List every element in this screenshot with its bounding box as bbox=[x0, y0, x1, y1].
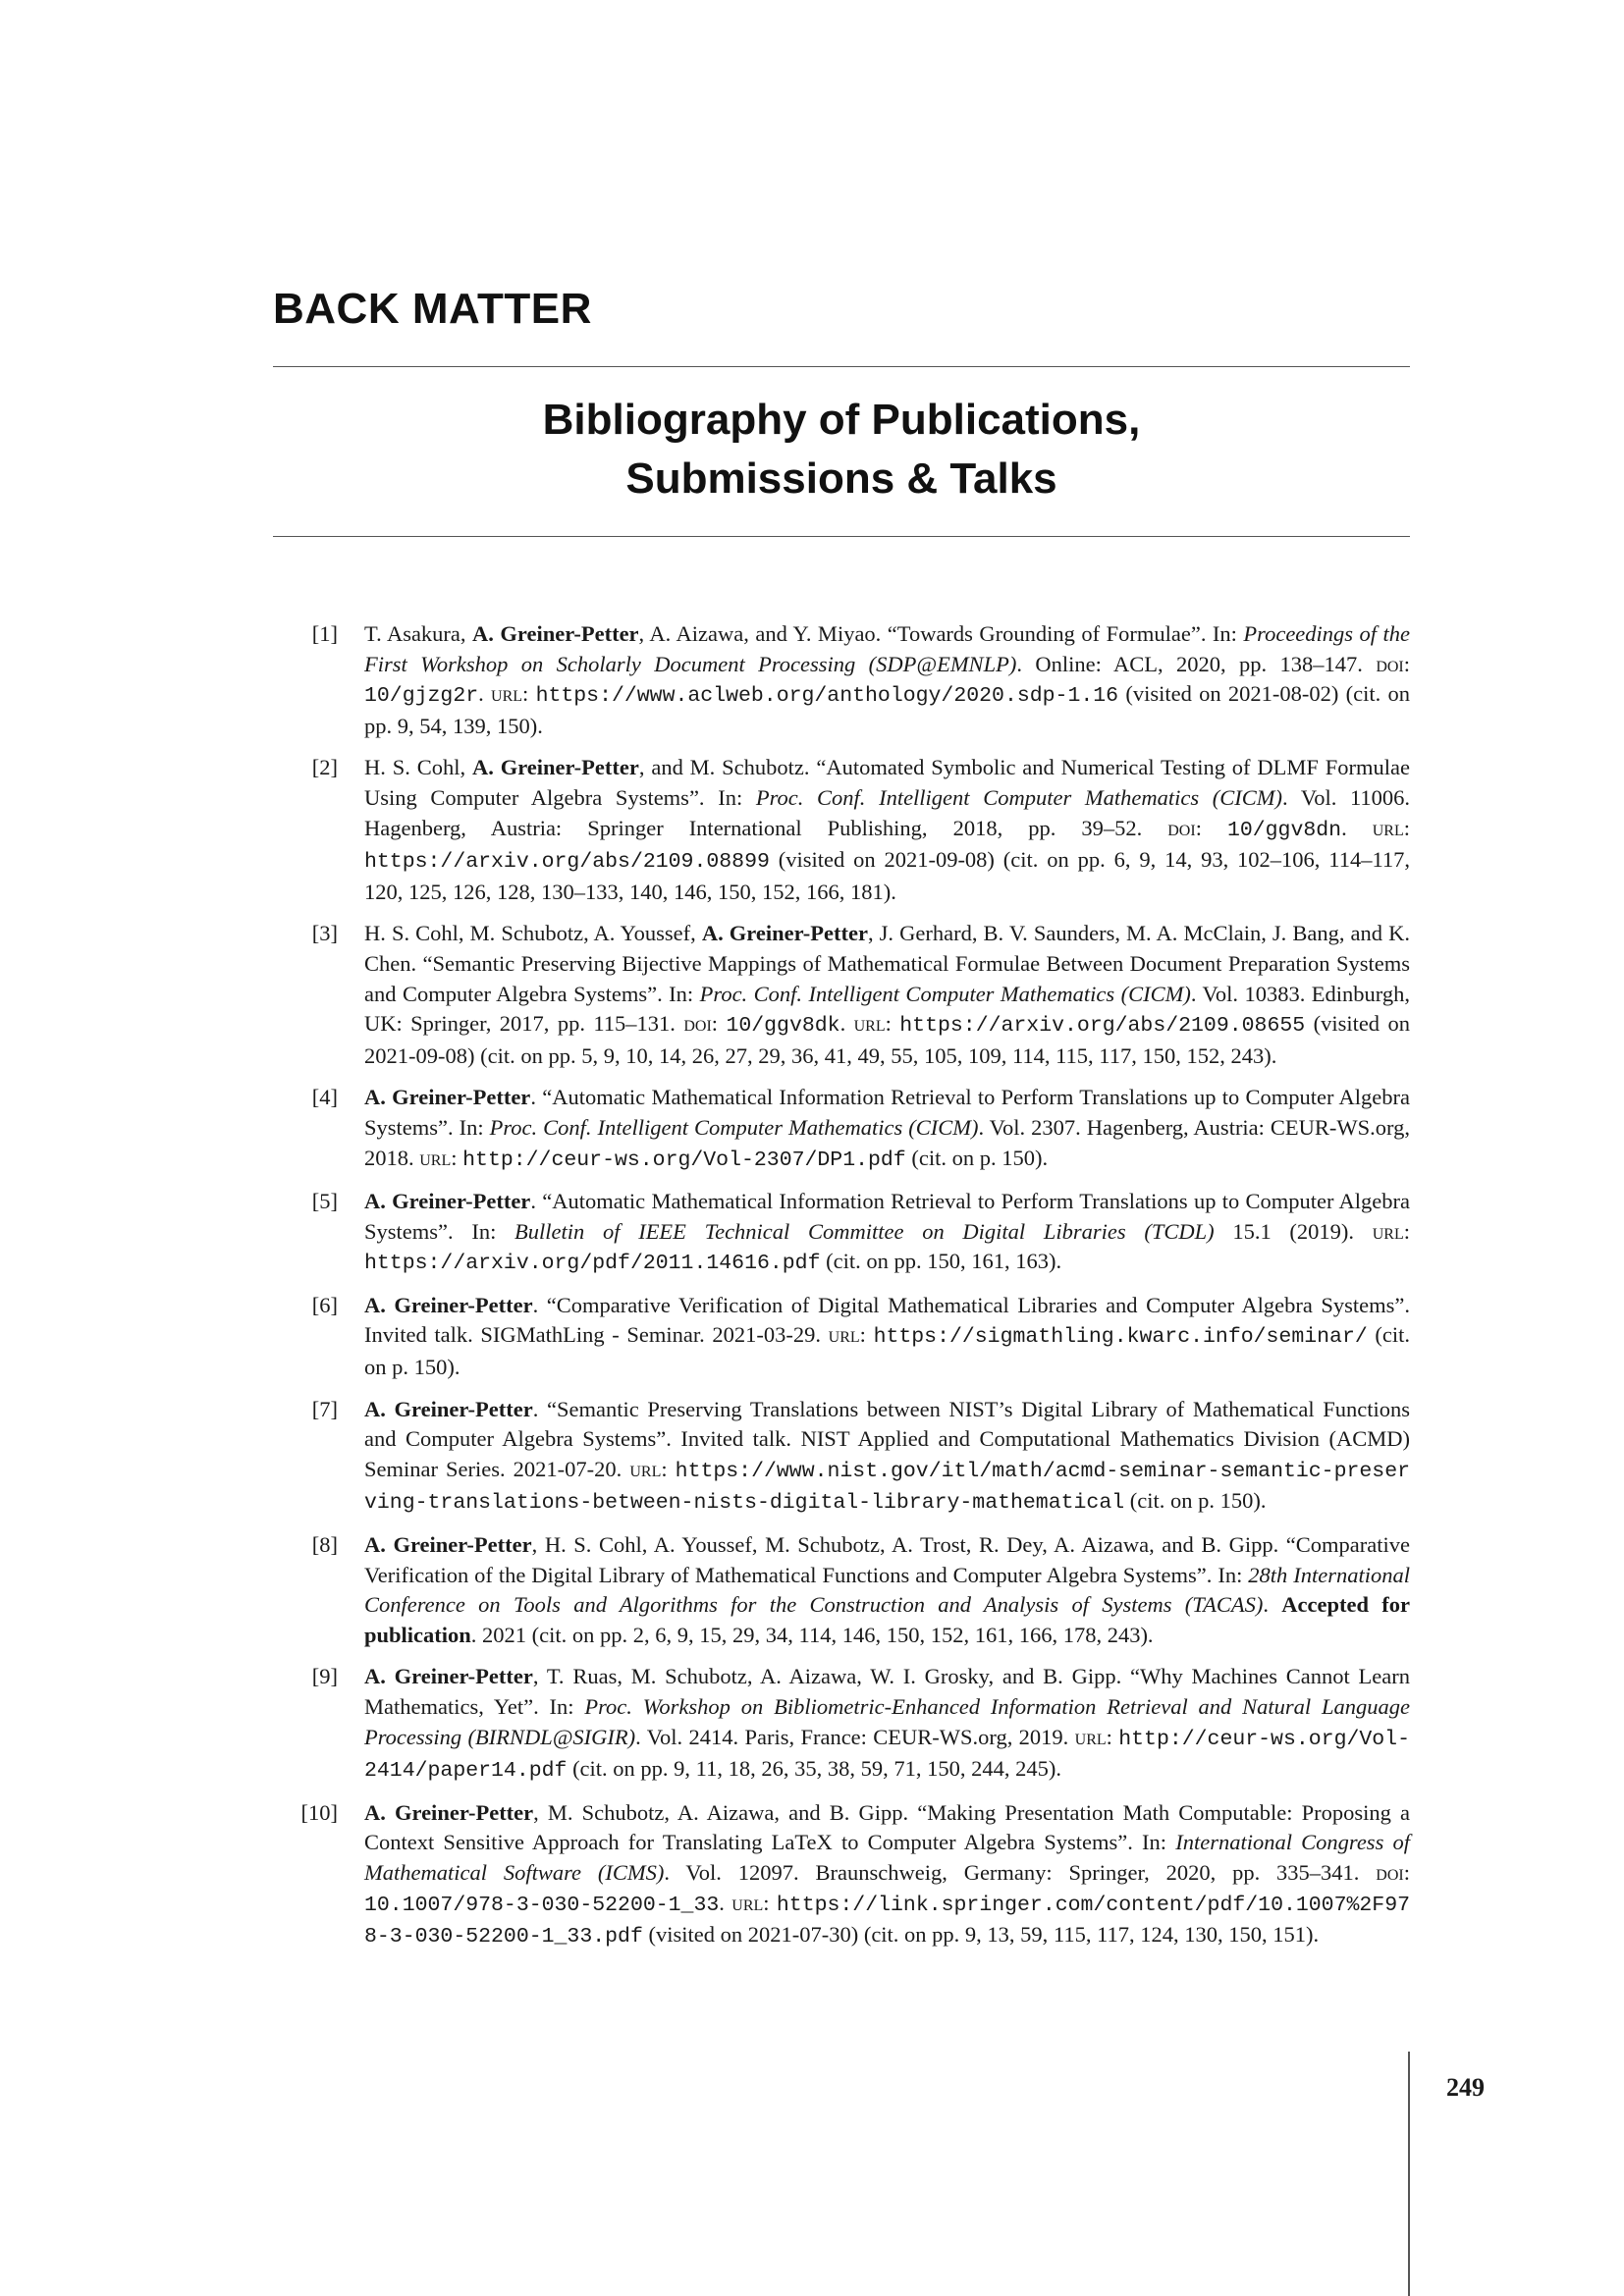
doi-label: doi bbox=[1167, 815, 1196, 840]
bib-entry bbox=[273, 1530, 1410, 1650]
url-label: url bbox=[853, 1011, 886, 1037]
url-label: url bbox=[1074, 1724, 1107, 1749]
entry-author: A. Greiner-Petter bbox=[364, 1189, 531, 1214]
entry-text: . 2021 (cit. on pp. 2, 6, 9, 15, 29, 34, 114, 146, 150, 152, 161, 166, 178, 243). bbox=[470, 1622, 1154, 1647]
part-title: BACK MATTER bbox=[273, 285, 592, 333]
url-link[interactable]: https://link.springer.com/content/pdf/10.1007%2F978-3-030-52200-1_33.pdf bbox=[364, 1893, 1410, 1949]
url-label: url bbox=[419, 1145, 452, 1170]
entry-text: (visited on 2021-09-08) (cit. on pp. 5, 9, 10, 14, 26, 27, 29, 36, 41, 49, 55, 105, 109, 114, 115, 117, 150, 152, 243). bbox=[364, 1011, 1410, 1068]
entry-text: . bbox=[1263, 1592, 1282, 1618]
entry-author: A. Greiner-Petter bbox=[364, 1085, 531, 1110]
entry-number: [8] bbox=[311, 1532, 338, 1558]
top-rule bbox=[273, 366, 1410, 367]
entry-text: . Vol. 12097. Braunschweig, Germany: Springer, 2020, pp. 335–341. bbox=[664, 1859, 1377, 1885]
url-label: url bbox=[629, 1456, 662, 1481]
doi-link[interactable]: 10/ggv8dn bbox=[1226, 818, 1342, 842]
entry-text: T. Asakura, bbox=[364, 621, 473, 646]
entry-number: [2] bbox=[311, 755, 338, 780]
entry-text: (cit. on p. 150). bbox=[364, 1322, 1410, 1380]
entry-number: [7] bbox=[311, 1396, 338, 1421]
entry-venue: International Congress of Mathematical Software (ICMS) bbox=[364, 1830, 1411, 1885]
chapter-title bbox=[273, 391, 1410, 508]
entry-author: A. Greiner-Petter bbox=[364, 1664, 533, 1689]
accepted-note: Accepted for publication bbox=[364, 1592, 1411, 1647]
bottom-rule bbox=[273, 536, 1410, 537]
entry-text: (cit. on p. 150). bbox=[1124, 1488, 1267, 1514]
entry-text: . Vol. 2414. Paris, France: CEUR-WS.org, 2019. bbox=[635, 1724, 1075, 1749]
doi-link[interactable]: 10/ggv8dk bbox=[726, 1014, 840, 1039]
entry-text: , A. Aizawa, and Y. Miyao. “Towards Grounding of Formulae”. In: bbox=[638, 621, 1244, 646]
entry-venue: Proc. Conf. Intelligent Computer Mathematics (CICM) bbox=[755, 784, 1282, 810]
bibliography-list bbox=[273, 619, 1410, 1964]
entry-venue: Proc. Conf. Intelligent Computer Mathematics (CICM) bbox=[489, 1114, 979, 1140]
chapter-title-line-2: Submissions & Talks bbox=[625, 454, 1057, 503]
bib-entry: [7] A. Greiner-Petter. “Semantic Preserving Translations between NIST’s Digital Library of Mathematical Functions and Computer Algebra Systems”. Invited talk. NIST Applied and Computational Mathematics Division (ACMD) Seminar Series. 2021-07-20. url: https://www.nist.gov/itl/math/acmd-seminar-semantic-preserving-translations-between-nists-digital-library-mathematical (cit. on p. 150). bbox=[273, 1395, 1410, 1519]
entry-number: [5] bbox=[311, 1189, 338, 1214]
url-link[interactable]: https://arxiv.org/pdf/2011.14616.pdf bbox=[364, 1252, 821, 1276]
entry-number: [1] bbox=[311, 621, 338, 646]
entry-text: . Online: ACL, 2020, pp. 138–147. bbox=[1016, 651, 1377, 676]
doi-link[interactable]: 10/gjzg2r bbox=[364, 684, 479, 709]
entry-author: A. Greiner-Petter bbox=[701, 921, 868, 946]
entry-author: A. Greiner-Petter bbox=[364, 1532, 532, 1558]
url-link[interactable]: https://sigmathling.kwarc.info/seminar/ bbox=[873, 1325, 1368, 1350]
entry-text: , J. Gerhard, B. V. Saunders, M. A. McClain, J. Bang, and K. Chen. “Semantic Preserving Bijective Mappings of Mathematical Formulae Between Document Preparation Systems and Computer Algebra Systems”. In: bbox=[364, 921, 1410, 1006]
bib-entry: [3] H. S. Cohl, M. Schubotz, A. Youssef, A. Greiner-Petter, J. Gerhard, B. V. Saunders, M. A. McClain, J. Bang, and K. Chen. “Semantic Preserving Bijective Mappings of Mathematical Formulae Between Document Preparation Systems and Computer Algebra Systems”. In: Proc. Conf. Intelligent Computer Mathematics (CICM). Vol. 10383. Edinburgh, UK: Springer, 2017, pp. 115–131. doi: 10/ggv8dk. url: https://arxiv.org/abs/2109.08655 (visited on 2021-09-08) (cit. on pp. 5, 9, 10, 14, 26, 27, 29, 36, 41, 49, 55, 105, 109, 114, 115, 117, 150, 152, 243). bbox=[273, 919, 1410, 1071]
entry-text: . “Automatic Mathematical Information Retrieval to Perform Translations up to Computer Algebra Systems”. In: bbox=[364, 1085, 1410, 1140]
entry-venue: 28th International Conference on Tools and Algorithms for the Construction and Analysis of Systems (TACAS) bbox=[364, 1562, 1410, 1618]
entry-text: H. S. Cohl, bbox=[364, 755, 472, 780]
bib-entry: [6] A. Greiner-Petter. “Comparative Verification of Digital Mathematical Libraries and Computer Algebra Systems”. Invited talk. SIGMathLing - Seminar. 2021-03-29. url: https://sigmathling.kwarc.info/seminar/ (cit. on p. 150). bbox=[273, 1291, 1410, 1383]
entry-venue: Proc. Workshop on Bibliometric-Enhanced Information Retrieval and Natural Language Processing (BIRNDL@SIGIR) bbox=[364, 1694, 1410, 1749]
bib-entry: [4] A. Greiner-Petter. “Automatic Mathematical Information Retrieval to Perform Translations up to Computer Algebra Systems”. In: Proc. Conf. Intelligent Computer Mathematics (CICM). Vol. 2307. Hagenberg, Austria: CEUR-WS.org, 2018. url: http://ceur-ws.org/Vol-2307/DP1.pdf (cit. on p. 150). bbox=[273, 1083, 1410, 1175]
url-link[interactable]: https://www.aclweb.org/anthology/2020.sdp-1.16 bbox=[535, 684, 1119, 709]
entry-number: [10] bbox=[300, 1799, 338, 1825]
entry-text: . “Semantic Preserving Translations between NIST’s Digital Library of Mathematical Functions and Computer Algebra Systems”. Invited talk. NIST Applied and Computational Mathematics Division (ACMD) Seminar Series. 2021-07-20. bbox=[364, 1396, 1410, 1481]
url-link[interactable]: https://arxiv.org/abs/2109.08655 bbox=[899, 1014, 1306, 1039]
url-label: url bbox=[731, 1890, 764, 1915]
url-link[interactable]: http://ceur-ws.org/Vol-2414/paper14.pdf bbox=[364, 1727, 1410, 1784]
url-label: url bbox=[1372, 815, 1404, 840]
entry-author: A. Greiner-Petter bbox=[364, 1396, 533, 1421]
margin-rule bbox=[1408, 2052, 1410, 2296]
page-number: 249 bbox=[1446, 2073, 1485, 2102]
doi-label: doi bbox=[1376, 1859, 1404, 1885]
entry-venue: Proc. Conf. Intelligent Computer Mathematics (CICM) bbox=[699, 981, 1191, 1006]
entry-text: . “Comparative Verification of Digital Mathematical Libraries and Computer Algebra Systems”. Invited talk. SIGMathLing - Seminar. 2021-03-29. bbox=[364, 1292, 1410, 1348]
entry-text: (cit. on p. 150). bbox=[905, 1145, 1049, 1170]
url-label: url bbox=[828, 1322, 860, 1348]
entry-text: , and M. Schubotz. “Automated Symbolic and Numerical Testing of DLMF Formulae Using Computer Algebra Systems”. In: bbox=[364, 755, 1411, 810]
doi-label: doi bbox=[683, 1011, 712, 1037]
entry-number: [9] bbox=[311, 1664, 338, 1689]
entry-text: . Vol. 10383. Edinburgh, UK: Springer, 2017, pp. 115–131. bbox=[364, 981, 1410, 1037]
entry-text: , M. Schubotz, A. Aizawa, and B. Gipp. “Making Presentation Math Computable: Proposing a Context Sensitive Approach for Translating LaTeX to Computer Algebra Systems”. In: bbox=[364, 1799, 1410, 1855]
entry-text: , H. S. Cohl, A. Youssef, M. Schubotz, A. Trost, R. Dey, A. Aizawa, and B. Gipp. “Comparative Verification of the Digital Library of Mathematical Functions and Computer Algebra Systems”. In: bbox=[364, 1532, 1410, 1587]
bib-entry: [2] H. S. Cohl, A. Greiner-Petter, and M. Schubotz. “Automated Symbolic and Numerical Testing of DLMF Formulae Using Computer Algebra Systems”. In: Proc. Conf. Intelligent Computer Mathematics (CICM). Vol. 11006. Hagenberg, Austria: Springer International Publishing, 2018, pp. 39–52. doi: 10/ggv8dn. url: https://arxiv.org/abs/2109.08899 (visited on 2021-09-08) (cit. on pp. 6, 9, 14, 93, 102–106, 114–117, 120, 125, 126, 128, 130–133, 140, 146, 150, 152, 166, 181). bbox=[273, 753, 1410, 907]
url-label: url bbox=[1372, 1218, 1404, 1244]
entry-text: (visited on 2021-09-08) (cit. on pp. 6, 9, 14, 93, 102–106, 114–117, 120, 125, 126, 128, 130–133, 140, 146, 150, 152, 166, 181). bbox=[364, 847, 1410, 904]
entry-venue: Bulletin of IEEE Technical Committee on Digital Libraries (TCDL) bbox=[514, 1218, 1215, 1244]
bib-entry: [1] T. Asakura, A. Greiner-Petter, A. Aizawa, and Y. Miyao. “Towards Grounding of Formulae”. In: Proceedings of the First Workshop on Scholarly Document Processing (SDP@EMNLP). Online: ACL, 2020, pp. 138–147. doi: 10/gjzg2r. url: https://www.aclweb.org/anthology/2020.sdp-1.16 (visited on 2021-08-02) (cit. on pp. 9, 54, 139, 150). bbox=[273, 619, 1410, 741]
entry-venue: Proceedings of the First Workshop on Scholarly Document Processing (SDP@EMNLP) bbox=[364, 621, 1411, 676]
bib-entry: [5] A. Greiner-Petter. “Automatic Mathematical Information Retrieval to Perform Translations up to Computer Algebra Systems”. In: Bulletin of IEEE Technical Committee on Digital Libraries (TCDL) 15.1 (2019). url: https://arxiv.org/pdf/2011.14616.pdf (cit. on pp. 150, 161, 163). bbox=[273, 1187, 1410, 1279]
entry-number: [3] bbox=[311, 921, 338, 946]
bib-entry: [10] A. Greiner-Petter, M. Schubotz, A. Aizawa, and B. Gipp. “Making Presentation Math Computable: Proposing a Context Sensitive Approach for Translating LaTeX to Computer Algebra Systems”. In: International Congress of Mathematical Software (ICMS). Vol. 12097. Braunschweig, Germany: Springer, 2020, pp. 335–341. doi: 10.1007/978-3-030-52200-1_33. url: https://link.springer.com/content/pdf/10.1007%2F978-3-030-52200-1_33.pdf (visited on 2021-07-30) (cit. on pp. 9, 13, 59, 115, 117, 124, 130, 150, 151). bbox=[273, 1798, 1410, 1952]
entry-author: A. Greiner-Petter bbox=[471, 755, 639, 780]
entry-text: (visited on 2021-08-02) (cit. on pp. 9, 54, 139, 150). bbox=[364, 681, 1410, 738]
entry-author: A. Greiner-Petter bbox=[364, 1292, 533, 1317]
entry-text: (cit. on pp. 9, 11, 18, 26, 35, 38, 59, 71, 150, 244, 245). bbox=[567, 1756, 1061, 1782]
url-link[interactable]: https://arxiv.org/abs/2109.08899 bbox=[364, 850, 770, 875]
entry-number: [4] bbox=[311, 1085, 338, 1110]
entry-author: A. Greiner-Petter bbox=[364, 1799, 534, 1825]
entry-text: . “Automatic Mathematical Information Retrieval to Perform Translations up to Computer Algebra Systems”. In: bbox=[364, 1189, 1410, 1244]
entry-author: A. Greiner-Petter bbox=[472, 621, 639, 646]
entry-text: 15.1 (2019). bbox=[1214, 1218, 1373, 1244]
entry-text: . Vol. 11006. Hagenberg, Austria: Springer International Publishing, 2018, pp. 39–52. bbox=[364, 784, 1411, 840]
chapter-title-line-1: Bibliography of Publications, bbox=[542, 396, 1141, 444]
url-link[interactable]: http://ceur-ws.org/Vol-2307/DP1.pdf bbox=[462, 1148, 906, 1172]
entry-text: , T. Ruas, M. Schubotz, A. Aizawa, W. I. Grosky, and B. Gipp. “Why Machines Cannot Learn Mathematics, Yet”. In: bbox=[364, 1664, 1411, 1719]
doi-link[interactable]: 10.1007/978-3-030-52200-1_33 bbox=[364, 1893, 720, 1917]
entry-text: . Vol. 2307. Hagenberg, Austria: CEUR-WS.org, 2018. bbox=[364, 1114, 1411, 1170]
url-label: url bbox=[491, 681, 523, 707]
entry-text: H. S. Cohl, M. Schubotz, A. Youssef, bbox=[364, 921, 702, 946]
url-link[interactable]: https://www.nist.gov/itl/math/acmd-seminar-semantic-preserving-translations-between-nists-digital-library-mathematical bbox=[364, 1459, 1410, 1516]
doi-label: doi bbox=[1376, 651, 1404, 676]
entry-text: (cit. on pp. 150, 161, 163). bbox=[820, 1249, 1062, 1274]
entry-number: [6] bbox=[311, 1292, 338, 1317]
bib-entry: [9] A. Greiner-Petter, T. Ruas, M. Schubotz, A. Aizawa, W. I. Grosky, and B. Gipp. “Why Machines Cannot Learn Mathematics, Yet”. In: Proc. Workshop on Bibliometric-Enhanced Information Retrieval and Natural Language Processing (BIRNDL@SIGIR). Vol. 2414. Paris, France: CEUR-WS.org, 2019. url: http://ceur-ws.org/Vol-2414/paper14.pdf (cit. on pp. 9, 11, 18, 26, 35, 38, 59, 71, 150, 244, 245). bbox=[273, 1662, 1410, 1786]
entry-text: (visited on 2021-07-30) (cit. on pp. 9, 13, 59, 115, 117, 124, 130, 150, 151). bbox=[642, 1922, 1320, 1948]
